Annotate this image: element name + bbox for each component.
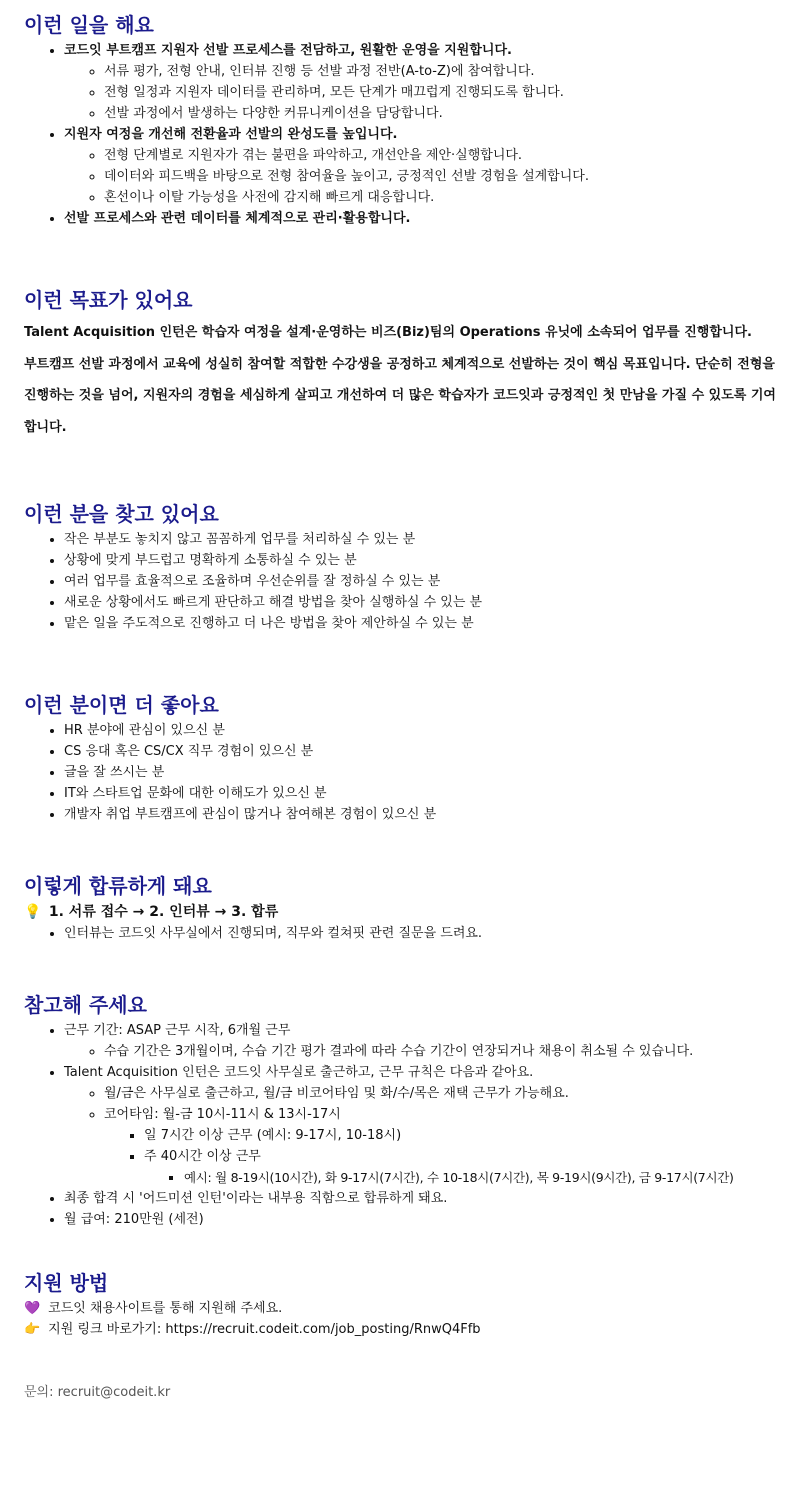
list-item: ◦ 코어타임: 월-금 10시-11시 & 13시-17시 ▪ 일 7시간 이상 근무 (예시: 9-17시, 10-18시) ▪ 주 40시간 이상 근무 ▪ 예시: 월 8-19시(10시간), 화 9-17시(7시간), 수 10-18시(7시간), 목 9-19시(9시간), 금 9-17시(7시간) [104, 1104, 788, 1188]
section-title-notes: 참고해 주세요 [24, 993, 147, 1017]
list-item: ◦ 선발 과정에서 발생하는 다양한 커뮤니케이션을 담당합니다. [104, 103, 788, 124]
list-item: • 월 급여: 210만원 (세전) [64, 1209, 788, 1230]
sub-sub-list [104, 1125, 788, 1188]
pointing-hand-icon: 👉 [24, 1322, 41, 1337]
section-looking-for [24, 499, 788, 634]
list-item: ◦ 혼선이나 이탈 가능성을 사전에 감지해 빠르게 대응합니다. [104, 187, 788, 208]
apply-link-line[interactable] [24, 1319, 788, 1340]
purple-heart-icon: 💜 [24, 1301, 41, 1316]
list-item: • 최종 합격 시 '어드미션 인턴'이라는 내부용 직함으로 합류하게 돼요. [64, 1188, 788, 1209]
list-item: ▪ 일 7시간 이상 근무 (예시: 9-17시, 10-18시) [144, 1125, 788, 1146]
looking-for-list [24, 529, 788, 634]
list-item: • 개발자 취업 부트캠프에 관심이 많거나 참여해본 경험이 있으신 분 [64, 804, 788, 825]
list-item: • 코드잇 부트캠프 지원자 선발 프로세스를 전담하고, 원활한 운영을 지원합니다. ◦ 서류 평가, 전형 안내, 인터뷰 진행 등 선발 과정 전반(A-to-Z)에 참여합니다. ◦ 전형 일정과 지원자 데이터를 관리하며, 모든 단계가 매끄럽게 진행되도록 합니다. ◦ 선발 과정에서 발생하는 다양한 커뮤니케이션을 담당합니다. [64, 40, 788, 124]
apply-line: 💜 코드잇 채용사이트를 통해 지원해 주세요. [24, 1298, 788, 1319]
list-item: • 선발 프로세스와 관련 데이터를 체계적으로 관리·활용합니다. [64, 208, 788, 229]
list-item: • 작은 부분도 놓치지 않고 꼼꼼하게 업무를 처리하실 수 있는 분 [64, 529, 788, 550]
list-item: ◦ 서류 평가, 전형 안내, 인터뷰 진행 등 선발 과정 전반(A-to-Z)에 참여합니다. [104, 61, 788, 82]
section-title-process: 이렇게 합류하게 돼요 [24, 874, 212, 898]
notes-list [24, 1020, 788, 1230]
list-item: • Talent Acquisition 인턴은 코드잇 사무실로 출근하고, 근무 규칙은 다음과 같아요. ◦ 월/금은 사무실로 출근하고, 월/금 비코어타임 및 화/수/목은 재택 근무가 가능해요. ◦ 코어타임: 월-금 10시-11시 & 13시-17시 ▪ 일 7시간 이상 근무 (예시: 9-17시, 10-18시) ▪ 주 40시간 이상 근무 ▪ 예시: 월 8-19시(10시간), 화 9-17시(7시간), 수 10-18시(7시간), 목 9-19시(9시간), 금 9-17시(7시간) [64, 1062, 788, 1188]
list-item: ◦ 수습 기간은 3개월이며, 수습 기간 평가 결과에 따라 수습 기간이 연장되거나 채용이 취소될 수 있습니다. [104, 1041, 788, 1062]
section-title-looking-for: 이런 분을 찾고 있어요 [24, 502, 219, 526]
list-item: • 근무 기간: ASAP 근무 시작, 6개월 근무 ◦ 수습 기간은 3개월이며, 수습 기간 평가 결과에 따라 수습 기간이 연장되거나 채용이 취소될 수 있습니다. [64, 1020, 788, 1062]
sub-list [64, 1083, 788, 1188]
sub-list [64, 145, 788, 208]
list-item: • CS 응대 혹은 CS/CX 직무 경험이 있으신 분 [64, 741, 788, 762]
section-process [24, 871, 788, 944]
list-item: • 새로운 상황에서도 빠르게 판단하고 해결 방법을 찾아 실행하실 수 있는 분 [64, 592, 788, 613]
list-item: • IT와 스타트업 문화에 대한 이해도가 있으신 분 [64, 783, 788, 804]
list-item: • 글을 잘 쓰시는 분 [64, 762, 788, 783]
section-goals [24, 285, 788, 443]
section-title-preferred: 이런 분이면 더 좋아요 [24, 693, 219, 717]
section-duties [24, 10, 788, 229]
list-item: ◦ 월/금은 사무실로 출근하고, 월/금 비코어타임 및 화/수/목은 재택 근무가 가능해요. [104, 1083, 788, 1104]
list-item: • 여러 업무를 효율적으로 조율하며 우선순위를 잘 정하실 수 있는 분 [64, 571, 788, 592]
process-steps: 💡 1. 서류 접수 → 2. 인터뷰 → 3. 합류 [24, 901, 788, 923]
apply-link[interactable]: 지원 링크 바로가기: https://recruit.codeit.com/job_posting/RnwQ4Ffb [48, 1322, 481, 1337]
list-item: • 지원자 여정을 개선해 전환율과 선발의 완성도를 높입니다. ◦ 전형 단계별로 지원자가 겪는 불편을 파악하고, 개선안을 제안·실행합니다. ◦ 데이터와 피드백을 바탕으로 전형 참여율을 높이고, 긍정적인 선발 경험을 설계합니다. ◦ 혼선이나 이탈 가능성을 사전에 감지해 빠르게 대응합니다. [64, 124, 788, 208]
list-item: ◦ 전형 단계별로 지원자가 겪는 불편을 파악하고, 개선안을 제안·실행합니다. [104, 145, 788, 166]
sub-list [64, 1041, 788, 1062]
list-item: • HR 분야에 관심이 있으신 분 [64, 720, 788, 741]
contact-footer: 문의: recruit@codeit.kr [24, 1385, 171, 1400]
list-item: ▪ 주 40시간 이상 근무 ▪ 예시: 월 8-19시(10시간), 화 9-17시(7시간), 수 10-18시(7시간), 목 9-19시(9시간), 금 9-17시(7시간) [144, 1146, 788, 1188]
preferred-list [24, 720, 788, 825]
list-item: ◦ 전형 일정과 지원자 데이터를 관리하며, 모든 단계가 매끄럽게 진행되도록 합니다. [104, 82, 788, 103]
section-apply [24, 1268, 788, 1340]
lightbulb-icon: 💡 [24, 904, 42, 920]
list-item: ▪ 예시: 월 8-19시(10시간), 화 9-17시(7시간), 수 10-18시(7시간), 목 9-19시(9시간), 금 9-17시(7시간) [184, 1167, 788, 1188]
list-item: • 상황에 맞게 부드럽고 명확하게 소통하실 수 있는 분 [64, 550, 788, 571]
section-preferred [24, 690, 788, 825]
sub-sub-sub-list [144, 1167, 788, 1188]
list-item: ◦ 데이터와 피드백을 바탕으로 전형 참여율을 높이고, 긍정적인 선발 경험을 설계합니다. [104, 166, 788, 187]
section-notes [24, 990, 788, 1230]
goals-paragraph-2: 부트캠프 선발 과정에서 교육에 성실히 참여할 적합한 수강생을 공정하고 체계적으로 선발하는 것이 핵심 목표입니다. 단순히 전형을 진행하는 것을 넘어, 지원자의 경험을 세심하게 살피고 개선하여 더 많은 학습자가 코드잇과 긍정적인 첫 만남을 가질 수 있도록 기여합니다. [24, 356, 776, 435]
process-list [24, 923, 788, 944]
goals-paragraph-1: Talent Acquisition 인턴은 학습자 여정을 설계·운영하는 비즈(Biz)팀의 Operations 유닛에 소속되어 업무를 진행합니다. [24, 325, 752, 340]
list-item: • 인터뷰는 코드잇 사무실에서 진행되며, 직무와 컬쳐핏 관련 질문을 드려요. [64, 923, 788, 944]
sub-list [64, 61, 788, 124]
section-title-duties: 이런 일을 해요 [24, 13, 154, 37]
section-title-goals: 이런 목표가 있어요 [24, 288, 193, 312]
duties-list [24, 40, 788, 229]
section-title-apply: 지원 방법 [24, 1271, 109, 1295]
list-item: • 맡은 일을 주도적으로 진행하고 더 나은 방법을 찾아 제안하실 수 있는 분 [64, 613, 788, 634]
